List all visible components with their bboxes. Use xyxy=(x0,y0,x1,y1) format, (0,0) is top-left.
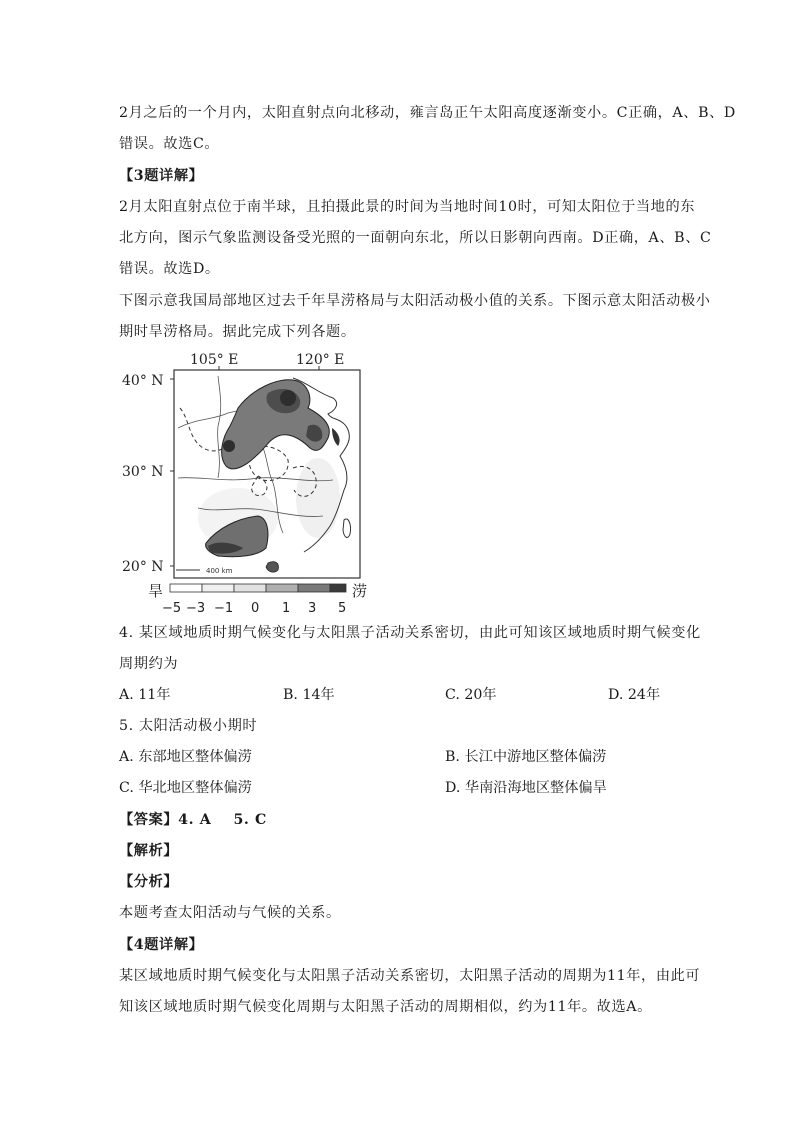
q5-option-c: C. 华北地区整体偏涝 xyxy=(119,780,252,796)
text-line: 错误。故选D。 xyxy=(119,261,220,277)
lat-label-40: 40° N xyxy=(122,373,164,389)
text-line: 北方向，图示气象监测设备受光照的一面朝向东北，所以日影朝向西南。D正确，A、B、C xyxy=(119,230,712,246)
q5-option-a: A. 东部地区整体偏涝 xyxy=(119,749,252,765)
legend-tick: −5 xyxy=(162,601,182,616)
drought-flood-map xyxy=(118,348,388,618)
text-line: 期时旱涝格局。据此完成下列各题。 xyxy=(119,324,356,340)
lat-label-30: 30° N xyxy=(122,464,164,480)
question-4-stem: 4. 某区域地质时期气候变化与太阳黑子活动关系密切，由此可知该区域地质时期气候变化 xyxy=(119,625,701,641)
lat-label-20: 20° N xyxy=(122,559,164,575)
q5-option-b: B. 长江中游地区整体偏涝 xyxy=(445,749,607,765)
lon-label-120: 120° E xyxy=(296,352,345,368)
legend-tick: 0 xyxy=(251,601,260,616)
q4-option-d: D. 24年 xyxy=(608,687,661,703)
section-heading: 【3题详解】 xyxy=(119,168,204,184)
legend-color-bar xyxy=(170,584,346,592)
legend-tick: −3 xyxy=(186,601,206,616)
fenxi-text: 本题考查太阳活动与气候的关系。 xyxy=(119,905,341,921)
fenxi-heading: 【分析】 xyxy=(119,874,179,890)
detail-4-heading: 【4题详解】 xyxy=(119,937,204,953)
q5-option-d: D. 华南沿海地区整体偏旱 xyxy=(445,780,607,796)
legend-tick: 3 xyxy=(308,601,317,616)
text-line: 2月太阳直射点位于南半球，且拍摄此景的时间为当地时间10时，可知太阳位于当地的东 xyxy=(119,199,696,215)
analysis-heading: 【解析】 xyxy=(119,843,179,859)
lon-label-105: 105° E xyxy=(190,352,239,368)
question-4-stem-cont: 周期约为 xyxy=(119,656,179,672)
legend-flood-label: 涝 xyxy=(352,582,368,600)
q4-option-c: C. 20年 xyxy=(445,687,497,703)
text-line: 错误。故选C。 xyxy=(119,136,220,152)
question-5-stem: 5. 太阳活动极小期时 xyxy=(119,718,258,734)
legend-tick: 1 xyxy=(282,601,291,616)
detail-4-line: 某区域地质时期气候变化与太阳黑子活动关系密切，太阳黑子活动的周期为11年，由此可 xyxy=(119,968,701,984)
scale-label: 400 km xyxy=(206,567,233,575)
text-line: 下图示意我国局部地区过去千年旱涝格局与太阳活动极小值的关系。下图示意太阳活动极小 xyxy=(119,293,711,309)
detail-4-line: 知该区域地质时期气候变化周期与太阳黑子活动的周期相似，约为11年。故选A。 xyxy=(119,999,652,1015)
answer-line: 【答案】4. A 5. C xyxy=(119,812,267,828)
q4-option-b: B. 14年 xyxy=(283,687,335,703)
text-line: 2月之后的一个月内，太阳直射点向北移动，雍言岛正午太阳高度逐渐变小。C正确，A、B、D xyxy=(119,105,736,121)
legend-drought-label: 旱 xyxy=(148,582,164,600)
legend-tick: 5 xyxy=(338,601,347,616)
q4-option-a: A. 11年 xyxy=(119,687,171,703)
legend-tick: −1 xyxy=(214,601,234,616)
